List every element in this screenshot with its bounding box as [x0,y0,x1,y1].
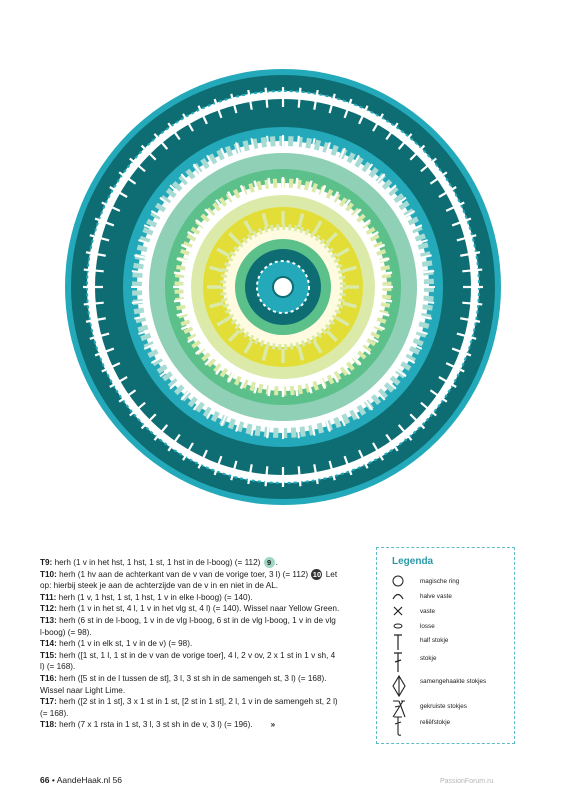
page-number: 66 [40,775,50,785]
double-crochet-icon [391,651,405,673]
pattern-row: T15: herh ([1 st, 1 l, 1 st in de v van de vorige toer], 4 l, 2 v ov, 2 x 1 st in 1 v sh, 4 l) (= 168). [40,650,336,672]
legend-item: half stokje [377,635,516,653]
footer-bullet: • [51,775,55,785]
watermark: PassionForum.ru [440,778,494,785]
doily-center [273,277,293,297]
legend-title: Legenda [392,556,434,567]
legend-item: halve vaste [377,591,516,605]
half-double-crochet-icon [391,633,405,651]
row-badge: 9 [264,557,275,568]
legend-item: vaste [377,606,516,620]
legend-item: losse [377,621,516,635]
row-badge: 10 [312,569,322,579]
single-crochet-icon [391,604,405,618]
pattern-row: T16: herh ([5 st in de l tussen de st], 3 l, 3 st sh in de samengeh st, 3 l) (= 168). Wissel naar Light Lime. [40,673,327,695]
pattern-instructions [40,557,340,731]
legend-item: magische ring [377,576,516,590]
pattern-row: T11: herh (1 v, 1 hst, 1 st, 1 hst, 1 v in elke l-boog) (= 140). [40,592,253,602]
pattern-row: T9: herh (1 v in het hst, 1 hst, 1 st, 1 hst in de l-boog) (= 112) 9 . [40,558,278,568]
cluster-icon [391,674,407,698]
pattern-row: T18: herh (7 x 1 rsta in 1 st, 3 l, 3 st sh in de v, 3 l) (= 196). » [40,720,276,730]
pattern-row: T10: herh (1 hv aan de achterkant van de v van de vorige toer, 3 l) (= 112) 10 Let op: hierbij steek je aan de achterzijde van de v in en niet in de AL. [40,569,338,591]
legend-item: gekruiste stokjes [377,701,516,721]
legend-item: samengehaakte stokjes [377,676,516,698]
pattern-row: T12: herh (1 v in het st, 4 l, 1 v in het vlg st, 4 l) (= 140). Wissel naar Yellow Green. [40,604,340,614]
pattern-row: T14: herh (1 v in elk st, 1 v in de v) (= 98). [40,639,193,649]
post-stitch-icon [391,715,405,737]
page-footer [40,775,122,785]
chain-icon [391,619,405,633]
pattern-row: T13: herh (6 st in de l-boog, 1 v in de vlg l-boog, 6 st in de vlg l-boog, 1 v in de vlg l-boog) (= 98). [40,615,336,637]
half-single-crochet-icon [391,589,405,603]
legend-box [376,547,515,744]
continue-arrow-icon: » [270,720,276,730]
magazine-source: AandeHaak.nl 56 [56,775,122,785]
legend-item: reliëfstokje [377,717,516,737]
magic-ring-icon [391,574,405,588]
legend-item: stokje [377,653,516,673]
pattern-row: T17: herh ([2 st in 1 st], 3 x 1 st in 1 st, [2 st in 1 st], 2 l, 1 v in de samengeh st, 2 l) (= 168). [40,697,338,718]
